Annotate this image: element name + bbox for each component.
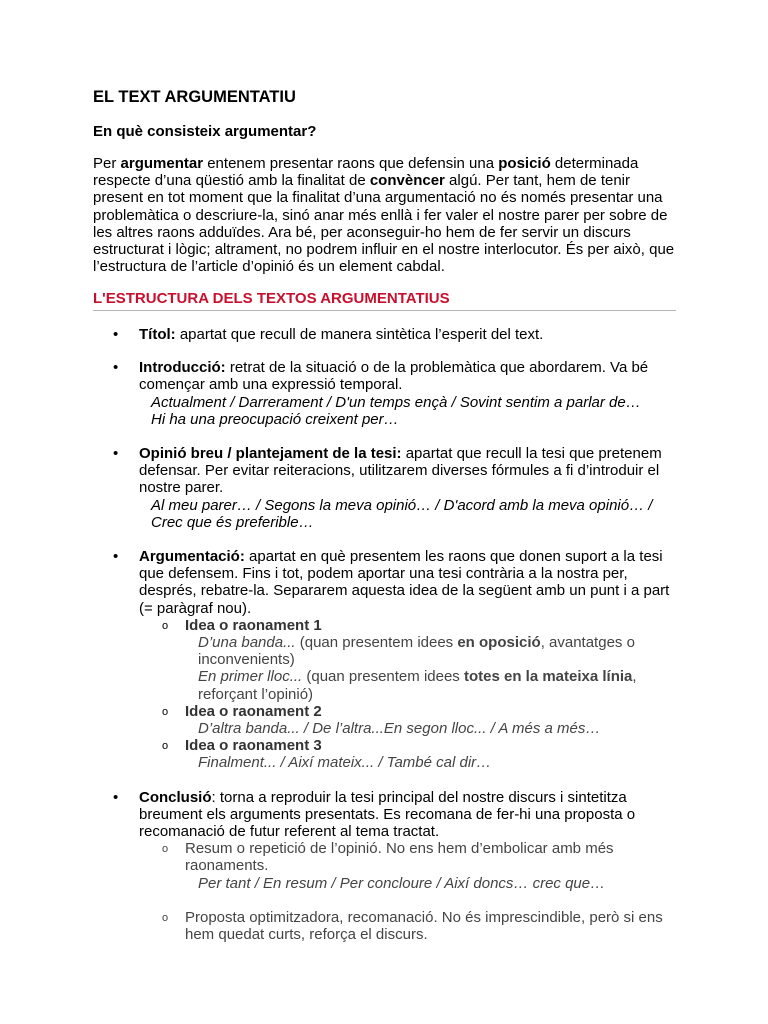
- intro-bold-3: convèncer: [369, 172, 445, 190]
- sub-item-proposta: [139, 909, 678, 943]
- item-label: Opinió breu / plantejament de la tesi:: [139, 445, 402, 463]
- list-item-titol: [93, 326, 678, 343]
- example-line: [185, 875, 678, 892]
- intro-bold-1: argumentar: [120, 155, 204, 172]
- intro-text-2: entenem presentar raons que defensin una: [203, 155, 499, 172]
- example-italic: Per tant / En resum / Per concloure / Així doncs… crec que…: [198, 874, 606, 892]
- example-italic: D’altra banda... / De l’altra...En segon lloc... / A més a més…: [198, 720, 601, 738]
- sub-item-text: Proposta optimitzadora, recomanació. No és imprescindible, però si ens hem quedat curts, reforça el discurs.: [185, 908, 663, 944]
- example-italic: D’una banda...: [198, 634, 296, 652]
- example-line: Crec que és preferible…: [151, 513, 314, 531]
- subtitle: En què consisteix argumentar?: [93, 123, 317, 140]
- item-text: : torna a reproduir la tesi principal del nostre discurs i sintetitza breument els arguments presentats. Es recomana de fer-hi una proposta o recomanació de futur referent al tema tractat.: [139, 788, 636, 841]
- item-label: Argumentació:: [139, 548, 245, 566]
- circle-bullet-icon: o: [162, 740, 169, 753]
- list-item-introduccio: [93, 359, 678, 428]
- item-label: Títol:: [139, 326, 176, 343]
- item-text: apartat en què presentem les raons que donen suport a la tesi que defensem. Fins i tot, podem aportar una tesi contrària a la nostra per, després, rebatre-la. Separarem aquesta idea de la següent amb un punt i a part (= paràgraf nou).: [139, 548, 670, 617]
- circle-bullet-icon: o: [162, 843, 169, 856]
- example-line: [185, 634, 678, 668]
- list-item-opinio: [93, 445, 678, 531]
- example-line: [185, 754, 678, 771]
- item-label: Conclusió: [139, 788, 212, 806]
- sub-item-idea-1: [139, 617, 678, 703]
- structure-list: [93, 326, 678, 943]
- example-bold: en oposició: [457, 634, 541, 652]
- list-item-argumentacio: [93, 548, 678, 772]
- intro-text-4: algú. Per tant, hem de tenir present en tot moment que la finalitat d’una argumentació no és només presentar una problemàtica o descriure-la, sinó anar més enllà i fer valer el nostre parer per sobre de les altres raons adduïdes. Ara bé, per aconseguir-ho hem de fer servir un discurs estructurat i lògic; altrament, no podrem influir en el nostre interlocutor. És per això, que l’estructura de l’article d’opinió és un element cabdal.: [93, 172, 675, 276]
- bullet-icon: •: [113, 359, 119, 377]
- intro-text-1: Per: [93, 155, 121, 172]
- example-text: (quan presentem idees: [295, 634, 458, 652]
- item-text: apartat que recull la tesi que pretenem defensar. Per evitar reiteracions, utilitzarem diverses fórmules a fi d’introduir el nostre parer.: [139, 445, 662, 497]
- item-text: retrat de la situació o de la problemàtica que abordarem. Va bé començar amb una expressió temporal.: [139, 359, 649, 394]
- bullet-icon: •: [113, 326, 119, 343]
- section-heading: L'ESTRUCTURA DELS TEXTOS ARGUMENTATIUS: [93, 290, 676, 311]
- example-text: (quan presentem idees: [302, 668, 464, 686]
- conclusion-sublist: [139, 840, 678, 943]
- example-text: , avantatges o inconvenients): [198, 634, 635, 669]
- example-italic: Finalment... / Així mateix... / També cal dir…: [198, 754, 492, 772]
- sub-item-idea-3: [139, 737, 678, 771]
- idea-heading: Idea o raonament 2: [185, 702, 322, 720]
- page-title: EL TEXT ARGUMENTATIU: [93, 88, 296, 106]
- idea-heading: Idea o raonament 3: [185, 737, 322, 755]
- bullet-icon: •: [113, 445, 119, 463]
- example-line: [185, 668, 678, 702]
- sub-item-resum: [139, 840, 678, 892]
- example-line: Actualment / Darrerament / D'un temps ençà / Sovint sentim a parlar de…: [151, 393, 641, 411]
- example-text: , reforçant l’opinió): [198, 668, 637, 703]
- circle-bullet-icon: o: [162, 705, 169, 718]
- intro-paragraph: [93, 155, 678, 275]
- item-text: apartat que recull de manera sintètica l’esperit del text.: [175, 326, 544, 343]
- intro-bold-2: posició: [498, 155, 551, 172]
- example-italic: En primer lloc...: [198, 668, 303, 686]
- item-label: Introducció:: [139, 359, 226, 377]
- example-line: Hi ha una preocupació creixent per…: [151, 410, 399, 428]
- circle-bullet-icon: o: [162, 619, 169, 632]
- sub-item-idea-2: [139, 703, 678, 737]
- example-line: [185, 720, 678, 737]
- bullet-icon: •: [113, 548, 119, 566]
- ideas-sublist: [139, 617, 678, 772]
- list-item-conclusio: [93, 789, 678, 944]
- bullet-icon: •: [113, 788, 119, 806]
- example-line: Al meu parer… / Segons la meva opinió… / D'acord amb la meva opinió… /: [151, 496, 653, 514]
- idea-heading: Idea o raonament 1: [185, 616, 322, 634]
- example-bold: totes en la mateixa línia: [463, 668, 633, 686]
- circle-bullet-icon: o: [162, 911, 169, 924]
- intro-text-3: determinada respecte d’una qüestió amb la finalitat de: [93, 155, 639, 190]
- sub-item-text: Resum o repetició de l’opinió. No ens hem d’embolicar amb més raonaments.: [185, 840, 614, 875]
